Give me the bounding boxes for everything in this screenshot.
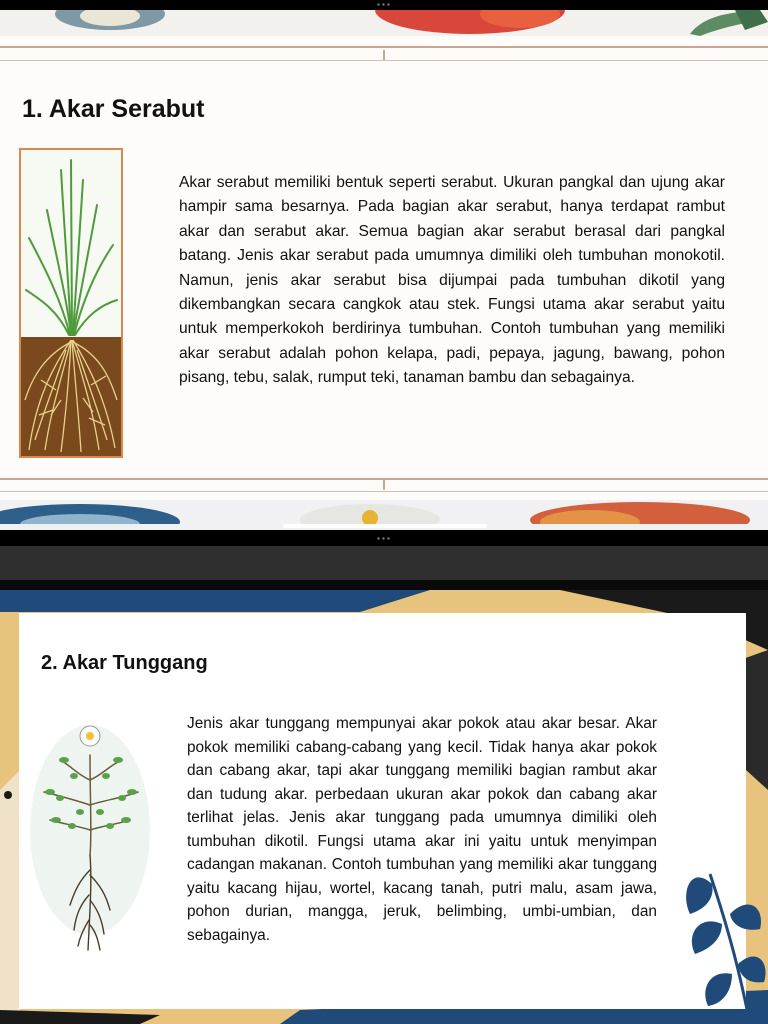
top-grab-handle-icon[interactable] <box>376 3 392 6</box>
floral-decoration-bottom <box>0 500 768 524</box>
bottom-slide-window <box>0 590 768 1024</box>
split-divider <box>0 530 768 546</box>
bottom-grab-handle-icon[interactable] <box>376 537 392 540</box>
window-resize-bar[interactable] <box>283 524 487 528</box>
top-rule-tick <box>383 50 385 60</box>
top-window-bar <box>0 0 768 10</box>
taproot-plant-illustration <box>30 720 150 960</box>
bottom-rule-tick <box>383 480 385 490</box>
split-divider-edge <box>0 580 768 590</box>
body-akar-serabut: Akar serabut memiliki bentuk seperti serabut. Ukuran pangkal dan ujung akar hampir sama besarnya. Pada bagian akar serabut, hanya terdapat rambut akar dan serabut akar. Semua bagian akar serabut berasal dari pangkal batang. Jenis akar serabut pada umumnya dimiliki oleh tumbuhan monokotil. Namun, jenis akar serabut bisa dijumpai pada tumbuhan dikotil yang dikembangkan secara cangkok atau stek. Fungsi utama akar serabut yaitu untuk memperkokoh berdirinya tumbuhan. Contoh tumbuhan yang memiliki akar serabut adalah pohon kelapa, padi, pepaya, jagung, bawang, pohon pisang, tebu, salak, rumput teki, tanaman bambu dan sebagainya. <box>179 174 725 387</box>
fibrous-root-plant-illustration <box>19 148 123 458</box>
split-divider-gray <box>0 546 768 580</box>
heading-akar-tunggang: 2. Akar Tunggang <box>41 652 208 674</box>
bottom-rule-thin <box>0 491 768 492</box>
top-rule <box>0 46 768 48</box>
floral-decoration-top <box>0 10 768 36</box>
heading-akar-serabut: 1. Akar Serabut <box>22 95 205 123</box>
body-akar-tunggang: Jenis akar tunggang mempunyai akar pokok atau akar besar. Akar pokok memiliki cabang-cabang yang kecil. Tidak hanya akar pokok dan cabang akar, tapi akar tunggang memiliki bagian rambut akar dan tudung akar. perbedaan ukuran akar pokok dan cabang akar terlihat jelas. Jenis akar tunggang pada umumnya dimiliki oleh tumbuhan dikotil. Fungsi utama akar ini yaitu untuk menyimpan cadangan makanan. Contoh tumbuhan yang memiliki akar tunggang yaitu kacang hijau, wortel, kacang tanah, putri malu, asam jawa, pohon durian, mangga, jeruk, belimbing, umbi-umbian, dan sebagainya. <box>187 715 657 944</box>
top-rule-thin <box>0 60 768 61</box>
fibrous-root-plant-icon <box>21 150 121 456</box>
leaf-decoration-icon <box>660 854 768 1024</box>
